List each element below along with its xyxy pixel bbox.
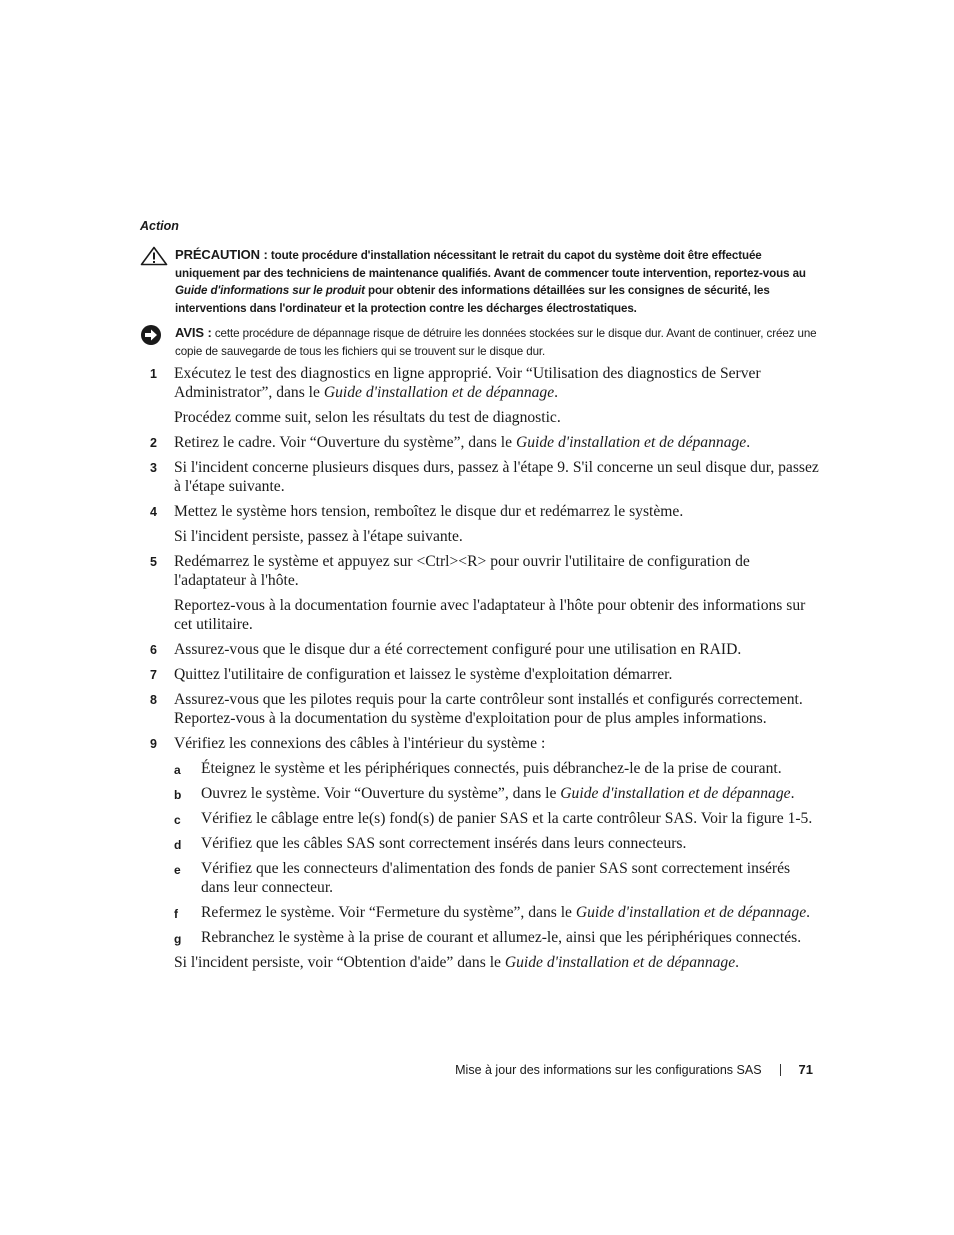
- step-text: Vérifiez les connexions des câbles à l'intérieur du système :: [174, 735, 546, 752]
- step-9: [150, 734, 820, 947]
- step-5: [150, 552, 820, 634]
- punctuation: .: [790, 785, 795, 802]
- step-text: Assurez-vous que les pilotes requis pour la carte contrôleur sont installés et configurés correctement. Reportez-vous à la documentation du système d'exploitation pour de plus amples informations.: [174, 691, 803, 727]
- guide-title: Guide d'installation et de dépannage: [515, 434, 747, 451]
- footer-separator: [780, 1064, 781, 1076]
- substep-f: [174, 903, 820, 922]
- section-heading: Action: [140, 219, 179, 233]
- procedure-steps: [150, 364, 820, 988]
- step-8: [150, 690, 820, 728]
- step-text: Quittez l'utilitaire de configuration et laissez le système d'exploitation démarrer.: [174, 666, 673, 683]
- substep-text: Vérifiez le câblage entre le(s) fond(s) de panier SAS et la carte contrôleur SAS. Voir la figure 1-5.: [201, 810, 813, 827]
- substep-letter: a: [174, 763, 181, 777]
- punctuation: .: [735, 954, 740, 971]
- substep-text: Vérifiez que les câbles SAS sont correctement insérés dans leurs connecteurs.: [201, 835, 687, 852]
- closing-note: [150, 953, 820, 972]
- step-number: 3: [150, 461, 157, 475]
- avis-text: [175, 324, 820, 360]
- guide-title: Guide d'installation et de dépannage: [575, 904, 807, 921]
- step-number: 5: [150, 555, 157, 569]
- guide-title: Guide d'installation et de dépannage: [323, 384, 555, 401]
- step-number: 6: [150, 643, 157, 657]
- substep-letter: f: [174, 907, 178, 921]
- step-note: Si l'incident persiste, passez à l'étape suivante.: [174, 528, 463, 545]
- footer-title: Mise à jour des informations sur les configurations SAS: [455, 1062, 762, 1077]
- step-number: 7: [150, 668, 157, 682]
- substep-letter: c: [174, 813, 181, 827]
- step-2: [150, 433, 820, 452]
- step-7: [150, 665, 820, 684]
- substep-c: [174, 809, 820, 828]
- avis-lead: AVIS :: [175, 325, 212, 340]
- caution-guide-title: Guide d'informations sur le produit: [175, 284, 365, 297]
- substep-letter: g: [174, 932, 182, 946]
- step-3: [150, 458, 820, 496]
- step-1: [150, 364, 820, 427]
- warning-triangle-icon: [140, 246, 168, 271]
- step-number: 2: [150, 436, 157, 450]
- substep-text: Ouvrez le système. Voir “Ouverture du système”, dans le: [201, 785, 557, 802]
- substep-text: Rebranchez le système à la prise de courant et allumez-le, ainsi que les périphériques connectés.: [201, 929, 802, 946]
- substep-d: [174, 834, 820, 853]
- notice-arrow-icon: [140, 324, 164, 351]
- closing-text: Si l'incident persiste, voir “Obtention d'aide” dans le: [174, 954, 501, 971]
- step-4: [150, 502, 820, 546]
- caution-notice: [140, 246, 820, 317]
- substep-letter: d: [174, 838, 182, 852]
- step-number: 8: [150, 693, 157, 707]
- guide-title: Guide d'installation et de dépannage: [560, 785, 791, 802]
- step-text: Exécutez le test des diagnostics en ligne approprié. Voir “Utilisation des diagnostics de Server Administrator”, dans le: [174, 365, 761, 401]
- avis-notice: [140, 324, 820, 360]
- substep-text: Refermez le système. Voir “Fermeture du système”, dans le: [201, 904, 572, 921]
- substep-text: Vérifiez que les connecteurs d'alimentation des fonds de panier SAS sont correctement insérés dans leur connecteur.: [201, 860, 791, 896]
- avis-body: cette procédure de dépannage risque de détruire les données stockées sur le disque dur. Avant de continuer, créez une copie de sauvegarde de tous les fichiers qui se trouvent sur le disque dur.: [175, 327, 817, 358]
- step-text: Retirez le cadre. Voir “Ouverture du système”, dans le: [174, 434, 513, 451]
- step-text: Redémarrez le système et appuyez sur <Ctrl><R> pour ouvrir l'utilitaire de configuration de l'adaptateur à l'hôte.: [174, 553, 750, 589]
- guide-title: Guide d'installation et de dépannage: [504, 954, 736, 971]
- step-number: 9: [150, 737, 157, 751]
- substep-a: [174, 759, 820, 778]
- caution-text: [175, 246, 820, 317]
- page-number: 71: [798, 1062, 813, 1077]
- caution-lead: PRÉCAUTION :: [175, 247, 268, 262]
- substep-e: [174, 859, 820, 897]
- substep-g: [174, 928, 820, 947]
- substep-b: [174, 784, 820, 803]
- caution-body-end: pour obtenir des informations détaillées sur les consignes de sécurité, les interventions dans l'ordinateur et la protection contre les décharges électrostatiques.: [175, 284, 770, 315]
- punctuation: .: [554, 384, 559, 401]
- step-number: 4: [150, 505, 157, 519]
- punctuation: .: [806, 904, 811, 921]
- substep-letter: e: [174, 863, 181, 877]
- caution-body: toute procédure d'installation nécessitant le retrait du capot du système doit être effectuée uniquement par des techniciens de maintenance qualifiés. Avant de commencer toute intervention, reportez-vous au: [175, 249, 806, 280]
- step-text: Si l'incident concerne plusieurs disques durs, passez à l'étape 9. S'il concerne un seul disque dur, passez à l'étape suivante.: [174, 459, 819, 495]
- punctuation: .: [746, 434, 751, 451]
- substep-text: Éteignez le système et les périphériques connectés, puis débranchez-le de la prise de courant.: [201, 760, 782, 777]
- step-number: 1: [150, 367, 157, 381]
- step-text: Assurez-vous que le disque dur a été correctement configuré pour une utilisation en RAID.: [174, 641, 742, 658]
- substep-letter: b: [174, 788, 182, 802]
- step-text: Mettez le système hors tension, remboîtez le disque dur et redémarrez le système.: [174, 503, 684, 520]
- page-footer: [455, 1062, 813, 1077]
- step-note: Reportez-vous à la documentation fournie avec l'adaptateur à l'hôte pour obtenir des informations sur cet utilitaire.: [174, 597, 806, 633]
- step-note: Procédez comme suit, selon les résultats du test de diagnostic.: [174, 409, 561, 426]
- step-6: [150, 640, 820, 659]
